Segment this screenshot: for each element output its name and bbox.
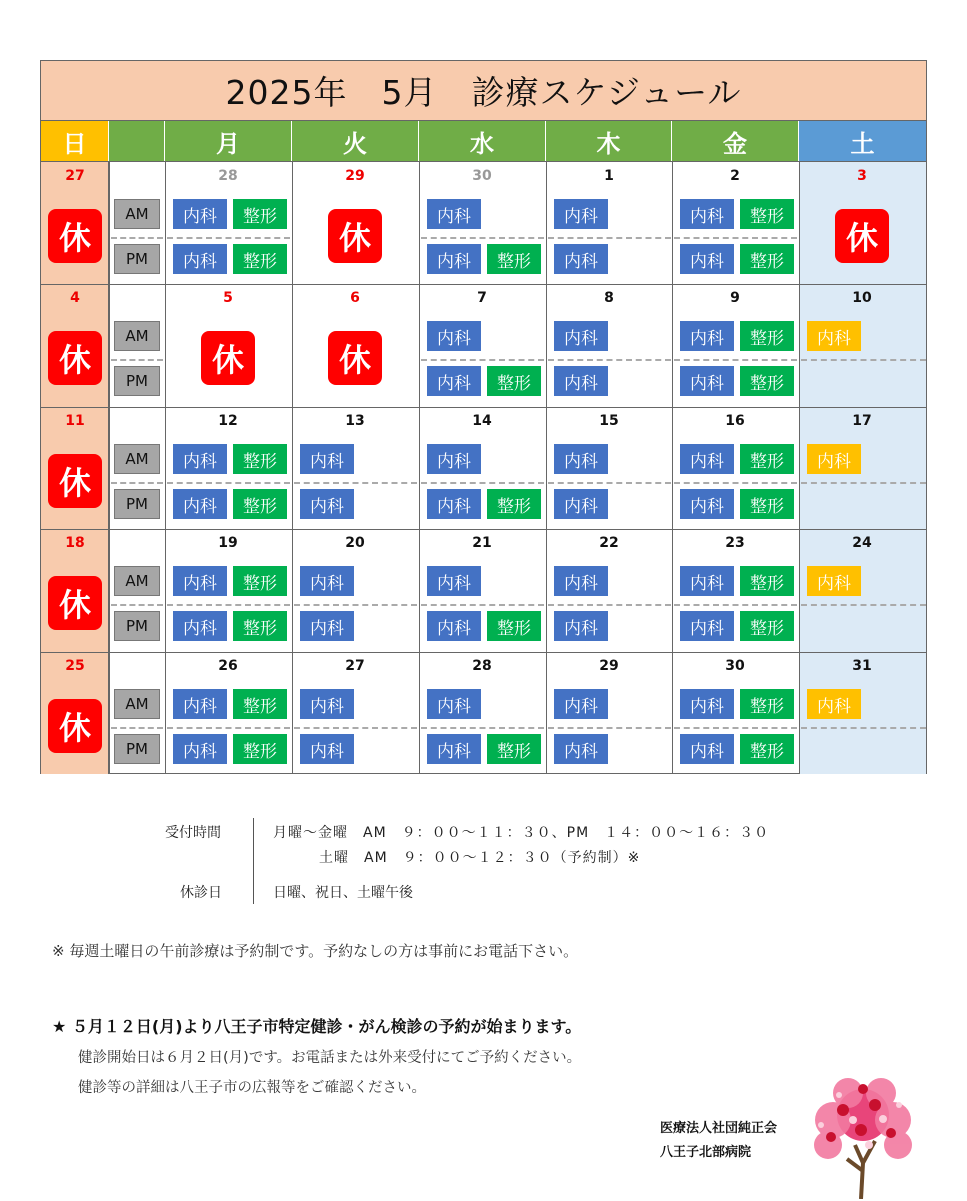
am-label: AM bbox=[114, 689, 160, 719]
naika-tag: 内科 bbox=[554, 689, 608, 719]
header-mon: 月 bbox=[165, 121, 292, 162]
pm-label: PM bbox=[114, 244, 160, 274]
naika-tag: 内科 bbox=[554, 489, 608, 519]
naika-tag: 内科 bbox=[427, 199, 481, 229]
reservation-note: ※ 毎週土曜日の午前診療は予約制です。予約なしの方は事前にお電話下さい。 bbox=[52, 942, 579, 960]
naika-tag: 内科 bbox=[427, 321, 481, 351]
date-number: 18 bbox=[65, 535, 85, 551]
seikei-tag: 整形 bbox=[740, 611, 794, 641]
naika-tag: 内科 bbox=[680, 489, 734, 519]
date-number: 14 bbox=[472, 413, 492, 429]
am-pm-divider bbox=[294, 727, 417, 729]
seikei-tag: 整形 bbox=[233, 689, 287, 719]
grid-hline bbox=[41, 529, 926, 530]
closed-days: 日曜、祝日、土曜午後 bbox=[273, 885, 413, 901]
date-number: 24 bbox=[852, 535, 872, 551]
closed-label: 休診日 bbox=[180, 885, 222, 901]
grid-vline bbox=[165, 162, 166, 774]
date-number: 25 bbox=[65, 658, 85, 674]
closed-badge: 休 bbox=[328, 331, 382, 385]
seikei-tag: 整形 bbox=[233, 734, 287, 764]
naika-tag: 内科 bbox=[427, 611, 481, 641]
date-number: 29 bbox=[345, 168, 365, 184]
seikei-tag: 整形 bbox=[487, 366, 541, 396]
announcement-line2: 健診等の詳細は八王子市の広報等をご確認ください。 bbox=[78, 1080, 426, 1096]
seikei-tag: 整形 bbox=[740, 566, 794, 596]
am-label: AM bbox=[114, 321, 160, 351]
date-number: 20 bbox=[345, 535, 365, 551]
closed-badge: 休 bbox=[48, 454, 102, 508]
am-pm-divider bbox=[421, 237, 544, 239]
date-number: 8 bbox=[604, 290, 614, 306]
closed-badge: 休 bbox=[48, 699, 102, 753]
am-pm-divider bbox=[167, 727, 290, 729]
naika-tag: 内科 bbox=[554, 321, 608, 351]
grid-hline bbox=[41, 284, 926, 285]
am-pm-divider bbox=[167, 237, 290, 239]
seikei-tag: 整形 bbox=[740, 199, 794, 229]
am-pm-divider bbox=[801, 482, 926, 484]
am-pm-divider bbox=[548, 727, 671, 729]
closed-badge: 休 bbox=[835, 209, 889, 263]
seikei-tag: 整形 bbox=[487, 734, 541, 764]
calendar-title: 2025年 5月 診療スケジュール bbox=[41, 61, 926, 121]
saturday-naika-tag: 内科 bbox=[807, 444, 861, 474]
naika-tag: 内科 bbox=[680, 566, 734, 596]
date-number: 10 bbox=[852, 290, 872, 306]
am-pm-divider bbox=[674, 604, 797, 606]
naika-tag: 内科 bbox=[554, 444, 608, 474]
seikei-tag: 整形 bbox=[740, 489, 794, 519]
naika-tag: 内科 bbox=[427, 489, 481, 519]
am-pm-divider bbox=[421, 482, 544, 484]
header-wed: 水 bbox=[419, 121, 546, 162]
naika-tag: 内科 bbox=[427, 566, 481, 596]
grid-vline bbox=[672, 162, 673, 774]
seikei-tag: 整形 bbox=[740, 689, 794, 719]
am-pm-divider bbox=[111, 482, 163, 484]
closed-badge: 休 bbox=[48, 209, 102, 263]
seikei-tag: 整形 bbox=[233, 244, 287, 274]
seikei-tag: 整形 bbox=[487, 611, 541, 641]
naika-tag: 内科 bbox=[173, 244, 227, 274]
schedule-calendar bbox=[40, 60, 927, 774]
closed-badge: 休 bbox=[328, 209, 382, 263]
saturday-hours: 土曜 AM ９：００〜１２：３０（予約制）※ bbox=[319, 850, 641, 866]
announcement-headline: ★ ５月１２日(月)より八王子市特定健診・がん検診の予約が始まります。 bbox=[52, 1017, 582, 1036]
naika-tag: 内科 bbox=[300, 689, 354, 719]
naika-tag: 内科 bbox=[300, 444, 354, 474]
am-pm-divider bbox=[674, 727, 797, 729]
date-number: 13 bbox=[345, 413, 365, 429]
header-fri: 金 bbox=[672, 121, 799, 162]
date-number: 17 bbox=[852, 413, 872, 429]
am-label: AM bbox=[114, 199, 160, 229]
date-number: 6 bbox=[350, 290, 360, 306]
seikei-tag: 整形 bbox=[740, 244, 794, 274]
date-number: 28 bbox=[472, 658, 492, 674]
seikei-tag: 整形 bbox=[740, 321, 794, 351]
naika-tag: 内科 bbox=[554, 734, 608, 764]
naika-tag: 内科 bbox=[680, 366, 734, 396]
am-pm-divider bbox=[801, 727, 926, 729]
am-label: AM bbox=[114, 444, 160, 474]
am-pm-divider bbox=[548, 359, 671, 361]
seikei-tag: 整形 bbox=[233, 566, 287, 596]
am-label: AM bbox=[114, 566, 160, 596]
am-pm-divider bbox=[111, 359, 163, 361]
grid-vline bbox=[109, 162, 110, 774]
pm-label: PM bbox=[114, 611, 160, 641]
seikei-tag: 整形 bbox=[740, 734, 794, 764]
header-thu: 木 bbox=[546, 121, 672, 162]
am-pm-divider bbox=[674, 482, 797, 484]
naika-tag: 内科 bbox=[680, 321, 734, 351]
naika-tag: 内科 bbox=[300, 734, 354, 764]
header-ampm-blank bbox=[109, 121, 165, 162]
date-number: 30 bbox=[725, 658, 745, 674]
am-pm-divider bbox=[421, 359, 544, 361]
naika-tag: 内科 bbox=[554, 366, 608, 396]
am-pm-divider bbox=[548, 237, 671, 239]
am-pm-divider bbox=[421, 727, 544, 729]
weekday-hours: 月曜〜金曜 AM ９：００〜１１：３０、PM １４：００〜１６：３０ bbox=[273, 825, 770, 841]
saturday-naika-tag: 内科 bbox=[807, 566, 861, 596]
grid-vline bbox=[292, 162, 293, 774]
date-number: 23 bbox=[725, 535, 745, 551]
hospital-name: 八王子北部病院 bbox=[660, 1145, 752, 1160]
am-pm-divider bbox=[674, 237, 797, 239]
reception-label: 受付時間 bbox=[165, 825, 221, 841]
organization-name: 医療法人社団純正会 bbox=[660, 1121, 778, 1136]
naika-tag: 内科 bbox=[680, 444, 734, 474]
date-number: 15 bbox=[599, 413, 619, 429]
closed-badge: 休 bbox=[201, 331, 255, 385]
closed-badge: 休 bbox=[48, 331, 102, 385]
am-pm-divider bbox=[294, 604, 417, 606]
announcement-line1: 健診開始日は６月２日(月)です。お電話または外来受付にてご予約ください。 bbox=[78, 1050, 582, 1066]
naika-tag: 内科 bbox=[173, 689, 227, 719]
naika-tag: 内科 bbox=[680, 244, 734, 274]
seikei-tag: 整形 bbox=[233, 611, 287, 641]
naika-tag: 内科 bbox=[427, 734, 481, 764]
seikei-tag: 整形 bbox=[740, 444, 794, 474]
am-pm-divider bbox=[548, 604, 671, 606]
date-number: 12 bbox=[218, 413, 238, 429]
date-number: 27 bbox=[65, 168, 85, 184]
am-pm-divider bbox=[801, 604, 926, 606]
grid-hline bbox=[41, 407, 926, 408]
grid-vline bbox=[799, 162, 800, 774]
date-number: 19 bbox=[218, 535, 238, 551]
date-number: 27 bbox=[345, 658, 365, 674]
grid-hline bbox=[41, 652, 926, 653]
grid-hline bbox=[41, 161, 926, 162]
date-number: 21 bbox=[472, 535, 492, 551]
am-pm-divider bbox=[294, 482, 417, 484]
seikei-tag: 整形 bbox=[233, 489, 287, 519]
naika-tag: 内科 bbox=[300, 611, 354, 641]
naika-tag: 内科 bbox=[173, 199, 227, 229]
date-number: 7 bbox=[477, 290, 487, 306]
naika-tag: 内科 bbox=[680, 199, 734, 229]
saturday-naika-tag: 内科 bbox=[807, 689, 861, 719]
date-number: 1 bbox=[604, 168, 614, 184]
blossom-tree-icon bbox=[803, 1075, 923, 1199]
naika-tag: 内科 bbox=[173, 566, 227, 596]
date-number: 4 bbox=[70, 290, 80, 306]
naika-tag: 内科 bbox=[427, 444, 481, 474]
saturday-naika-tag: 内科 bbox=[807, 321, 861, 351]
am-pm-divider bbox=[167, 482, 290, 484]
naika-tag: 内科 bbox=[680, 689, 734, 719]
seikei-tag: 整形 bbox=[487, 244, 541, 274]
naika-tag: 内科 bbox=[680, 734, 734, 764]
naika-tag: 内科 bbox=[173, 611, 227, 641]
am-pm-divider bbox=[111, 237, 163, 239]
date-number: 5 bbox=[223, 290, 233, 306]
closed-badge: 休 bbox=[48, 576, 102, 630]
naika-tag: 内科 bbox=[300, 489, 354, 519]
naika-tag: 内科 bbox=[173, 734, 227, 764]
seikei-tag: 整形 bbox=[487, 489, 541, 519]
date-number: 9 bbox=[730, 290, 740, 306]
am-pm-divider bbox=[801, 359, 926, 361]
am-pm-divider bbox=[421, 604, 544, 606]
am-pm-divider bbox=[674, 359, 797, 361]
am-pm-divider bbox=[167, 604, 290, 606]
date-number: 30 bbox=[472, 168, 492, 184]
date-number: 22 bbox=[599, 535, 619, 551]
naika-tag: 内科 bbox=[554, 566, 608, 596]
naika-tag: 内科 bbox=[300, 566, 354, 596]
date-number: 26 bbox=[218, 658, 238, 674]
grid-vline bbox=[546, 162, 547, 774]
naika-tag: 内科 bbox=[554, 611, 608, 641]
naika-tag: 内科 bbox=[680, 611, 734, 641]
naika-tag: 内科 bbox=[173, 444, 227, 474]
seikei-tag: 整形 bbox=[233, 444, 287, 474]
date-number: 2 bbox=[730, 168, 740, 184]
date-number: 29 bbox=[599, 658, 619, 674]
naika-tag: 内科 bbox=[173, 489, 227, 519]
naika-tag: 内科 bbox=[554, 199, 608, 229]
header-sat: 土 bbox=[799, 121, 926, 162]
header-sun: 日 bbox=[41, 121, 109, 162]
date-number: 31 bbox=[852, 658, 872, 674]
pm-label: PM bbox=[114, 366, 160, 396]
pm-label: PM bbox=[114, 734, 160, 764]
naika-tag: 内科 bbox=[427, 244, 481, 274]
date-number: 16 bbox=[725, 413, 745, 429]
pm-label: PM bbox=[114, 489, 160, 519]
naika-tag: 内科 bbox=[427, 689, 481, 719]
info-divider bbox=[253, 818, 254, 904]
am-pm-divider bbox=[548, 482, 671, 484]
naika-tag: 内科 bbox=[427, 366, 481, 396]
header-tue: 火 bbox=[292, 121, 419, 162]
seikei-tag: 整形 bbox=[740, 366, 794, 396]
grid-vline bbox=[419, 162, 420, 774]
date-number: 3 bbox=[857, 168, 867, 184]
date-number: 11 bbox=[65, 413, 85, 429]
am-pm-divider bbox=[111, 727, 163, 729]
date-number: 28 bbox=[218, 168, 238, 184]
naika-tag: 内科 bbox=[554, 244, 608, 274]
am-pm-divider bbox=[111, 604, 163, 606]
seikei-tag: 整形 bbox=[233, 199, 287, 229]
